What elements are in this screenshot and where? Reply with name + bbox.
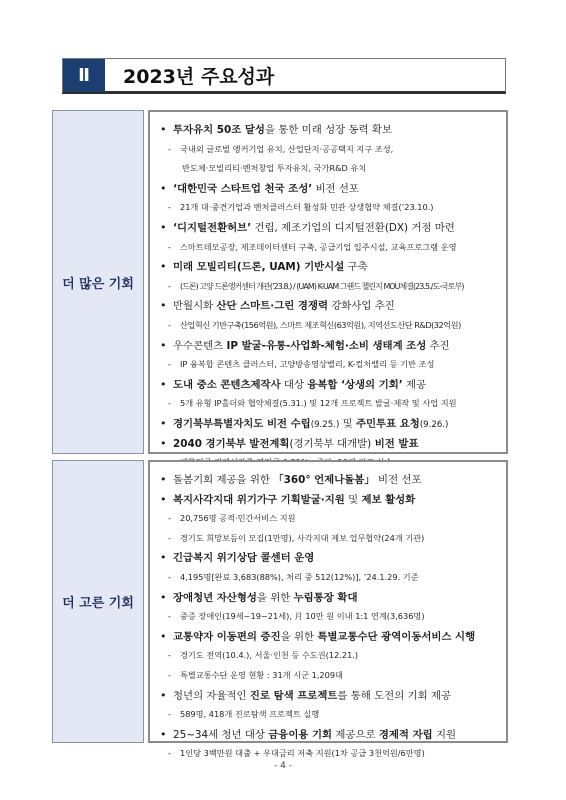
- main-bullet: [160, 414, 500, 434]
- category-label-more-opportunity: 더 많은 기회: [52, 110, 144, 454]
- text-segment: 을 위한: [280, 630, 318, 643]
- bullet-dot-icon: •: [160, 220, 167, 234]
- text-segment: (드론) 고양 드론앵커센터 개관(’23.8.) / (UAM) K-UAM 그랜드 챌린지 MOU체결(23.5./도-국토부): [180, 281, 464, 291]
- text-segment: 반도체·모빌리티·벤처창업 투자유치, 국가R&D 유치: [182, 163, 367, 174]
- main-bullet: [160, 296, 500, 316]
- text-segment: 20,756명 공적·민간서비스 지원: [180, 513, 296, 524]
- sub-bullet: [160, 568, 500, 588]
- text-segment: 1인당 3백만원 대출 + 우대금리 저축 지원(1차 공급 3천억원/6만명): [180, 748, 425, 759]
- bullet-dot-icon: •: [160, 590, 167, 604]
- text-segment: 중증 장애인(19세~19~21세), 月 10만 원 이내 1:1 연계(3,636명): [180, 611, 425, 622]
- section-header: [62, 58, 506, 94]
- section-title: 2023년 주요성과: [123, 66, 275, 88]
- main-bullet: [160, 548, 500, 568]
- achievements-box-fair-opportunity: [148, 460, 508, 759]
- dash-icon: -: [168, 709, 171, 720]
- text-segment: 장애청년 자산형성: [173, 591, 257, 604]
- text-segment: 25~34세 청년 대상: [173, 728, 269, 741]
- text-segment: 4,195명[완료 3,683(88%), 처리 중 512(12%)], ’24.1.29. 기준: [180, 571, 419, 582]
- dash-icon: -: [168, 669, 171, 680]
- text-segment: 21개 대·중견기업과 벤처클러스터 활성화 민관 상생협약 체결(’23.10.): [180, 202, 434, 213]
- sub-bullet: [160, 140, 500, 160]
- text-segment: IP 발굴-유통-사업화-체험·소비 생태계 조성: [226, 339, 427, 352]
- dash-icon: -: [168, 359, 171, 370]
- main-bullet: [160, 120, 500, 140]
- text-segment: (9.26.): [419, 419, 449, 430]
- main-bullet: [160, 434, 500, 454]
- bullet-dot-icon: •: [160, 181, 167, 195]
- text-segment: 산단 스마트·그린 경쟁력: [216, 300, 329, 313]
- text-segment: (9.25.): [310, 419, 340, 430]
- main-bullet: [160, 470, 500, 490]
- text-segment: 「360° 언제나돌봄」: [273, 474, 375, 486]
- dash-icon: -: [168, 143, 171, 154]
- dash-icon: -: [168, 241, 171, 252]
- bullet-dot-icon: •: [160, 436, 167, 450]
- text-segment: ‘대한민국 스타트업 천국 조성’: [173, 182, 313, 195]
- dash-icon: -: [168, 513, 171, 524]
- dash-icon: -: [168, 398, 171, 409]
- bullet-dot-icon: •: [160, 551, 167, 565]
- page-number: - 4 -: [274, 761, 292, 771]
- text-segment: 및: [344, 493, 362, 506]
- text-segment: 미래 모빌리티(드론, UAM) 기반시설: [173, 261, 345, 274]
- bullet-dot-icon: •: [160, 338, 167, 352]
- text-segment: (경기북부 대개발): [289, 437, 372, 450]
- main-bullet: [160, 686, 500, 706]
- sub-bullet: [160, 238, 500, 258]
- sub-bullet: [160, 705, 500, 725]
- dash-icon: -: [168, 571, 171, 582]
- text-segment: 제보 활성화: [361, 493, 416, 506]
- main-bullet: [160, 257, 500, 277]
- sub-bullet: [160, 159, 500, 179]
- text-segment: 긴급복지 위기상담 콜센터 운영: [173, 552, 315, 565]
- dash-icon: -: [168, 319, 171, 330]
- text-segment: 진로 탐색 프로젝트: [249, 689, 338, 702]
- main-bullet: [160, 725, 500, 745]
- bullet-dot-icon: •: [160, 727, 167, 741]
- main-bullet: [160, 627, 500, 647]
- dash-icon: -: [168, 611, 171, 622]
- sub-bullet: [160, 509, 500, 529]
- bullet-dot-icon: •: [160, 260, 167, 274]
- text-segment: 대상: [280, 378, 308, 391]
- text-segment: 5개 유형 IP홀더와 협약체결(5.31.) 및 12개 프로젝트 발굴·제작 및 사업 지원: [180, 398, 457, 409]
- sub-bullet: [160, 607, 500, 627]
- text-segment: 을 통한 미래 성장 동력 확보: [264, 124, 392, 136]
- dash-icon: -: [168, 748, 171, 759]
- main-bullet: [160, 588, 500, 608]
- dash-icon: -: [168, 532, 171, 543]
- text-segment: 2040 경기북부 발전계획: [173, 437, 290, 450]
- text-segment: ‘디지털전환허브’: [173, 221, 252, 234]
- dash-icon: -: [168, 202, 171, 213]
- text-segment: 청년의 자율적인: [173, 689, 250, 702]
- sub-bullet: [160, 198, 500, 218]
- text-segment: 건립, 제조기업의 디지털전환(DX) 거점 마련: [251, 221, 455, 234]
- text-segment: 산업혁신 기반구축(156억원), 스마트 제조혁신(63억원), 지역선도산단 R&D(32억원): [180, 319, 461, 330]
- achievements-box-more-opportunity: [148, 110, 508, 454]
- text-segment: 투자유치 50조 달성: [173, 124, 265, 136]
- text-segment: 경기도 희망보듬이 모집(1만명), 사각지대 제보 업무협약(24개 기관): [180, 532, 425, 543]
- sub-bullet: [160, 277, 500, 297]
- main-bullet: [160, 218, 500, 238]
- main-bullet: [160, 179, 500, 199]
- text-segment: 비전 발표: [371, 437, 419, 450]
- text-segment: 융복합 ‘상생의 기회’: [307, 378, 403, 391]
- text-segment: 스마트데모공장, 제조데이터센터 구축, 공급기업 입주시설, 교육프로그램 운영: [180, 241, 457, 252]
- bullet-dot-icon: •: [160, 492, 167, 506]
- text-segment: 복지사각지대 위기가구 기획발굴·지원: [173, 493, 345, 506]
- achievement-list: [160, 470, 500, 764]
- text-segment: 교통약자 이동편의 증진: [173, 630, 281, 643]
- bullet-dot-icon: •: [160, 416, 167, 430]
- text-segment: 제공: [402, 378, 427, 391]
- main-bullet: [160, 490, 500, 510]
- text-segment: 을 위한: [256, 591, 294, 604]
- text-segment: 경기도 전역(10.4.), 서울·인천 등 수도권(12.21.): [180, 650, 359, 661]
- sub-bullet: [160, 355, 500, 375]
- text-segment: 및: [339, 417, 356, 430]
- text-segment: 비전 선포: [312, 182, 359, 195]
- dash-icon: -: [168, 281, 170, 291]
- text-segment: 구축: [344, 261, 368, 274]
- main-bullet: [160, 375, 500, 395]
- section-number: Ⅱ: [63, 59, 105, 92]
- text-segment: 반월시화: [173, 300, 217, 313]
- text-segment: 지원: [432, 728, 457, 741]
- dash-icon: -: [168, 650, 171, 661]
- bullet-dot-icon: •: [160, 688, 167, 702]
- text-segment: 우수콘텐츠: [173, 339, 227, 352]
- text-segment: 주민투표 요청: [355, 417, 420, 430]
- text-segment: 강화사업 추진: [328, 300, 395, 313]
- sub-bullet: [160, 666, 500, 686]
- text-segment: 추진: [426, 339, 450, 352]
- text-segment: IP 융복합 콘텐츠 클러스터, 고양방송영상밸리, K-컬처밸리 등 기반 조성: [180, 359, 435, 370]
- achievement-list: [160, 120, 500, 473]
- bullet-dot-icon: •: [160, 377, 167, 391]
- bullet-dot-icon: •: [160, 473, 167, 486]
- text-segment: 특별교통수단 운영 현황 : 31개 시군 1,209대: [180, 669, 343, 680]
- text-segment: 경제적 자립: [378, 728, 433, 741]
- sub-bullet: [160, 316, 500, 336]
- text-segment: 누림통장 확대: [293, 591, 358, 604]
- sub-bullet: [160, 529, 500, 549]
- text-segment: 금융이용 기회: [268, 728, 333, 741]
- text-segment: 특별교통수단 광역이동서비스 시행: [317, 630, 476, 643]
- sub-bullet: [160, 394, 500, 414]
- text-segment: 도내 중소 콘텐츠제작사: [173, 378, 281, 391]
- text-segment: 경기북부특별자치도 비전 수립: [173, 417, 311, 430]
- text-segment: 돌봄기회 제공을 위한: [173, 474, 274, 486]
- text-segment: 국내외 글로벌 앵커기업 유치, 산업단지·공공택지 지구 조성,: [180, 143, 394, 154]
- text-segment: 를 통해 도전의 기회 제공: [337, 689, 452, 702]
- text-segment: 589명, 418개 진로탐색 프로젝트 실행: [180, 709, 320, 720]
- text-segment: 제공으로: [332, 728, 379, 741]
- bullet-dot-icon: •: [160, 299, 167, 313]
- bullet-dot-icon: •: [160, 629, 167, 643]
- category-label-fair-opportunity: 더 고른 기회: [52, 460, 144, 743]
- text-segment: 비전 선포: [374, 474, 422, 486]
- sub-bullet: [160, 646, 500, 666]
- main-bullet: [160, 336, 500, 356]
- bullet-dot-icon: •: [160, 123, 167, 136]
